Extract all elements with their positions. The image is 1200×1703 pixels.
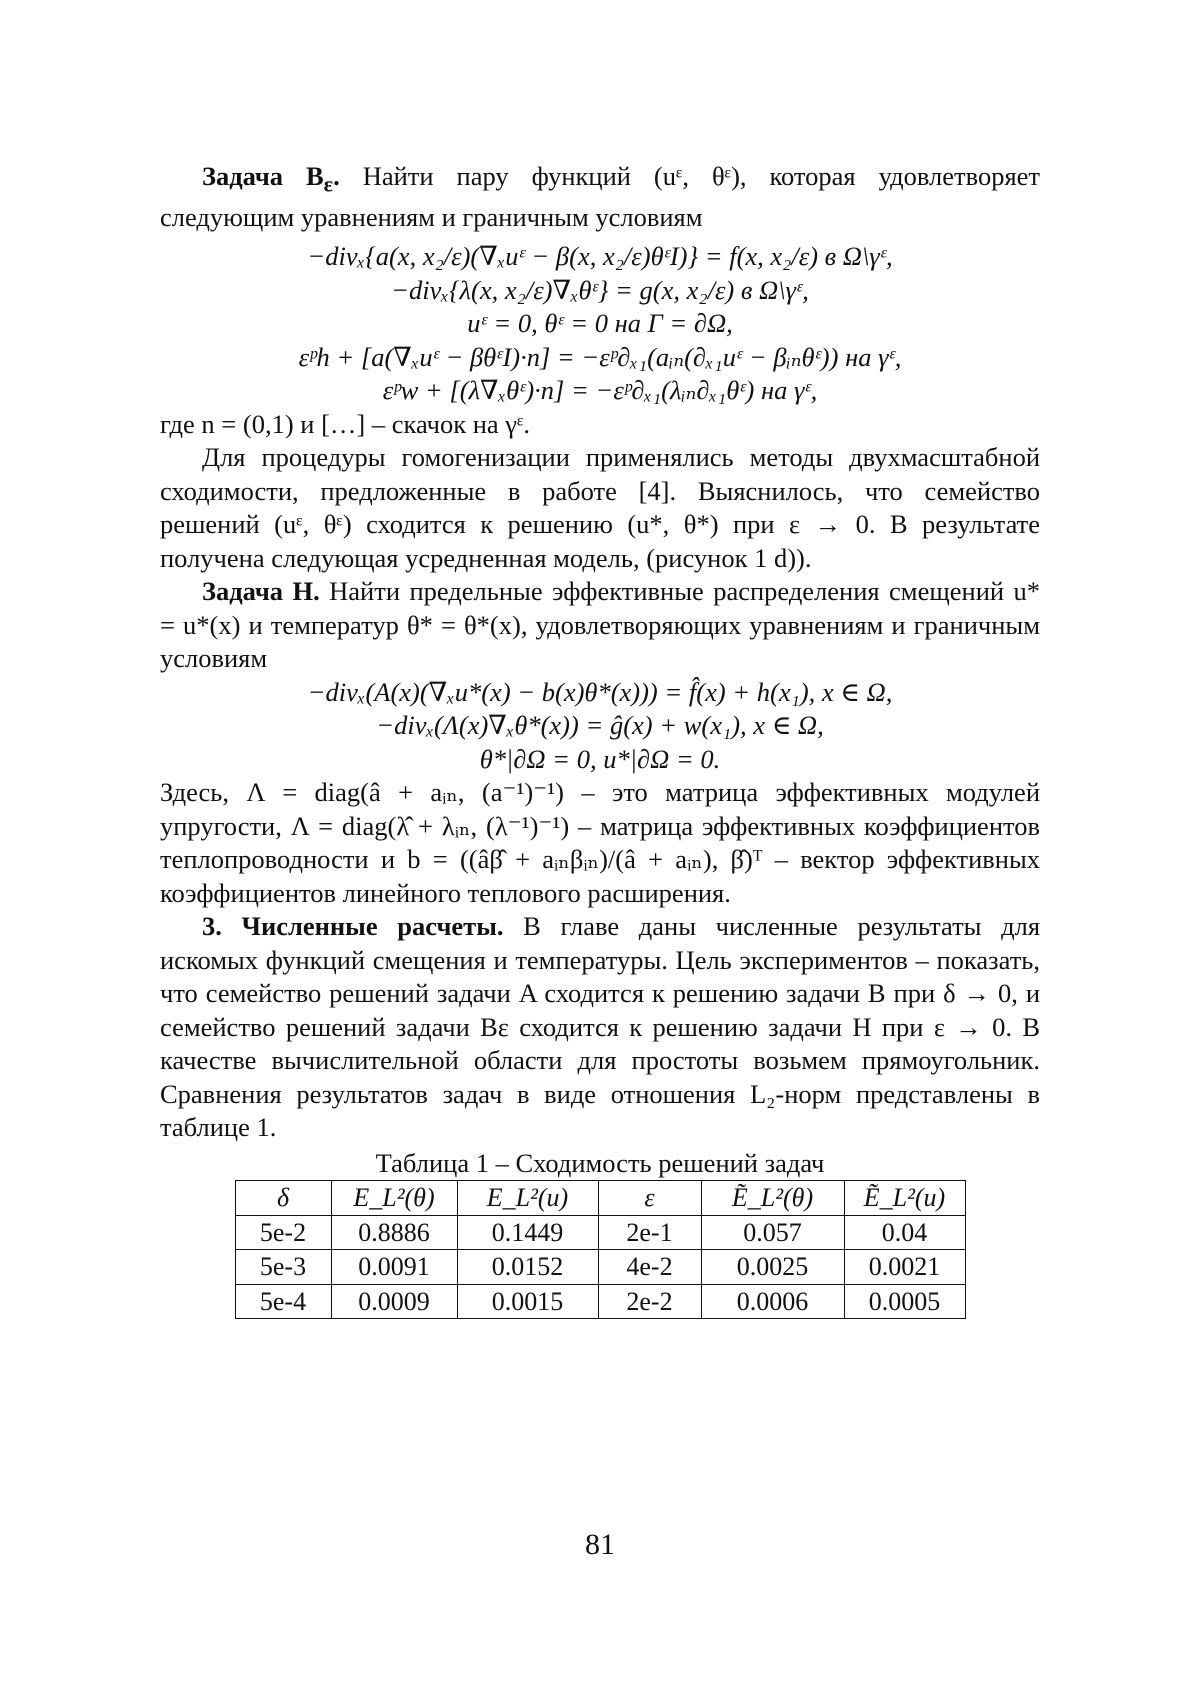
table-row [235,1250,965,1285]
table-row [235,1284,965,1319]
effective-coefficients-paragraph [160,776,1040,910]
homogenization-paragraph: Для процедуры гомогенизации применялись методы двухмасштабной сходимости, предложенные в работе [4]. Выяснилось, что семейство решений (uᵋ, θᵋ) сходится к решению (u*, θ*) при ε → 0. В результате получена следующая усредненная модель, (рисунок 1 d)). [160,442,1040,573]
task-h-text: Найти предельные эффективные распределения смещений u* = u*(x) и температур θ* = θ*(x), удовлетворяющих уравнениям и граничным условиям [160,576,1040,674]
equation-h1: −divₓ(A(x)(∇ₓu*(x) − b(x)θ*(x))) = f̂(x) + h(x₁), x ∈ Ω, [307,676,893,707]
table-row [235,1215,965,1250]
table-header-cell: δ [235,1181,331,1216]
section-heading: 3. Численные расчеты. [202,911,504,942]
section-text: В главе даны численные результаты для искомых функций смещения и температуры. Цель экспериментов – показать, что семейство решений задачи A сходится к решению задачи B при δ → 0, и семейство решений задачи Bε сходится к решению задачи H при ε → 0. В качестве вычислительной области для простоты возьмем прямоугольник. Сравнения результатов задач в виде отношения L₂-норм представлены в таблице 1. [160,911,1041,1143]
table-cell: 0.0025 [701,1250,844,1285]
equation-b3: uᵋ = 0, θᵋ = 0 на Γ = ∂Ω, [467,308,733,339]
task-b-paragraph [160,160,1040,234]
table-cell: 0.0091 [331,1250,457,1285]
effective-coefficients-text-1: Здесь, Λ = diag(â + aᵢₙ, (a⁻¹)⁻¹) – это матрица эффективных модулей упругости, Λ = diag(λ̂ + λᵢₙ, (λ⁻¹)⁻¹) – матрица эффективных коэффициентов теплопроводности и [160,777,1040,875]
table-header-cell: ε [598,1181,701,1216]
equation-b5: εᵖw + [(λ∇ₓθᵋ)·n] = −εᵖ∂ₓ₁(λᵢₙ∂ₓ₁θᵋ) на γᵋ, [382,375,818,406]
task-b-text: Найти пару функций (uᵋ, θᵋ), которая удовлетворяет следующим уравнениям и граничным условиям [160,161,1040,232]
task-h-paragraph [160,575,1040,676]
convergence-table [235,1180,966,1319]
equation-h2: −divₓ(Λ(x)∇ₓθ*(x)) = ĝ(x) + w(x₁), x ∈ Ω, [376,710,824,741]
equation-b1: −divₓ{a(x, x₂/ε)(∇ₓuᵋ − β(x, x₂/ε)θᵋI)} = f(x, x₂/ε) в Ω\γᵋ, [307,241,893,272]
effective-coefficients-text-2: b = ((âβ̂ + aᵢₙβᵢₙ)/(â + aᵢₙ), β̂)ᵀ – вектор эффективных коэффициентов линейного теплового расширения. [160,844,1041,908]
table-cell: 5e-3 [235,1250,331,1285]
table-header-cell: Ẽ_L²(θ) [701,1181,844,1216]
table-header-cell: Ẽ_L²(u) [844,1181,965,1216]
table-cell: 5e-4 [235,1284,331,1319]
page-body [160,160,1040,1319]
table-cell: 4e-2 [598,1250,701,1285]
table-header-row [235,1181,965,1216]
task-h-heading: Задача H. [202,576,320,607]
table-cell: 0.1449 [457,1215,598,1250]
equation-b2: −divₓ{λ(x, x₂/ε)∇ₓθᵋ} = g(x, x₂/ε) в Ω\γᵋ, [391,274,809,305]
equation-h3: θ*|∂Ω = 0, u*|∂Ω = 0. [479,743,721,774]
numerical-section-paragraph [160,910,1040,1145]
table-cell: 0.0015 [457,1284,598,1319]
table-header-cell: E_L²(θ) [331,1181,457,1216]
table-cell: 0.0009 [331,1284,457,1319]
page-number: 81 [585,1528,615,1561]
table-cell: 2e-2 [598,1284,701,1319]
table-cell: 5e-2 [235,1215,331,1250]
table-cell: 0.04 [844,1215,965,1250]
table-cell: 0.0005 [844,1284,965,1319]
table-header-cell: E_L²(u) [457,1181,598,1216]
table-cell: 0.057 [701,1215,844,1250]
task-b-heading: Задача $B_\varepsilon$. [202,161,340,197]
jump-definition: где n = (0,1) и […] – скачок на γᵋ. [160,408,531,439]
table-cell: 0.0152 [457,1250,598,1285]
table-caption: Таблица 1 – Сходимость решений задач [375,1147,825,1178]
equation-b4: εᵖh + [a(∇ₓuᵋ − βθᵋI)·n] = −εᵖ∂ₓ₁(aᵢₙ(∂ₓ₁uᵋ − βᵢₙθᵋ)) на γᵋ, [298,341,902,372]
table-cell: 2e-1 [598,1215,701,1250]
table-cell: 0.0006 [701,1284,844,1319]
table-cell: 0.0021 [844,1250,965,1285]
table-cell: 0.8886 [331,1215,457,1250]
